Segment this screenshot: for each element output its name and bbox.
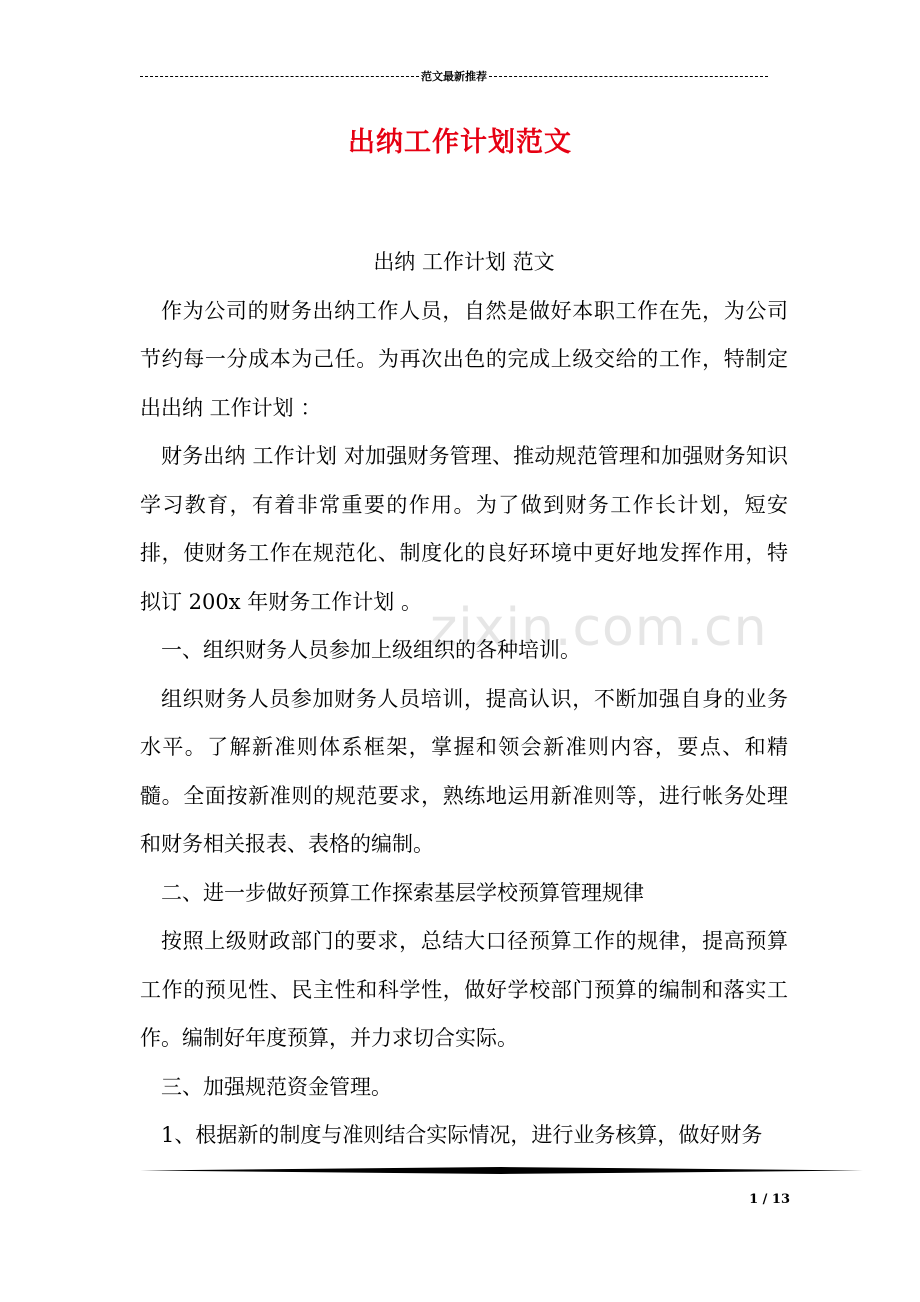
page-header — [140, 66, 768, 86]
header-dash-right — [489, 76, 768, 77]
header-dash-left — [140, 76, 419, 77]
paragraph: 按照上级财政部门的要求，总结大口径预算工作的规律，提高预算工作的预见性、民主性和科学性，做好学校部门预算的编制和落实工作。编制好年度预算，并力求切合实际。 — [140, 929, 788, 1050]
paragraph: 财务出纳 工作计划 对加强财务管理、推动规范管理和加强财务知识学习教育，有着非常重要的作用。为了做到财务工作长计划，短安排，使财务工作在规范化、制度化的良好环境中更好地发挥作用，特拟订 200x 年财务工作计划 。 — [140, 444, 788, 614]
paragraph: 作为公司的财务出纳工作人员，自然是做好本职工作在先，为公司节约每一分成本为己任。为再次出色的完成上级交给的工作，特制定出出纳 工作计划 ： — [140, 298, 788, 420]
section-heading: 一、组织财务人员参加上级组织的各种培训。 — [161, 638, 581, 662]
watermark: zixin.com.cn — [430, 598, 768, 658]
paragraph: 组织财务人员参加财务人员培训，提高认识，不断加强自身的业务水平。了解新准则体系框架，掌握和领会新准则内容，要点、和精髓。全面按新准则的规范要求，熟练地运用新准则等，进行帐务处理和财务相关报表、表格的编制。 — [140, 686, 788, 856]
page-number: 1 / 13 — [749, 1192, 790, 1207]
header-label: 范文最新推荐 — [421, 70, 487, 83]
footer-divider — [140, 1166, 863, 1175]
section-heading: 三、加强规范资金管理。 — [161, 1074, 392, 1099]
section-heading: 二、进一步做好预算工作探索基层学校预算管理规律 — [161, 880, 644, 905]
document-body — [140, 238, 788, 1160]
paragraph: 1、根据新的制度与准则结合实际情况，进行业务核算，做好财务 — [161, 1123, 763, 1147]
document-subtitle: 出纳 工作计划 范文 — [373, 250, 555, 274]
document-title: 出纳工作计划范文 — [348, 127, 572, 158]
